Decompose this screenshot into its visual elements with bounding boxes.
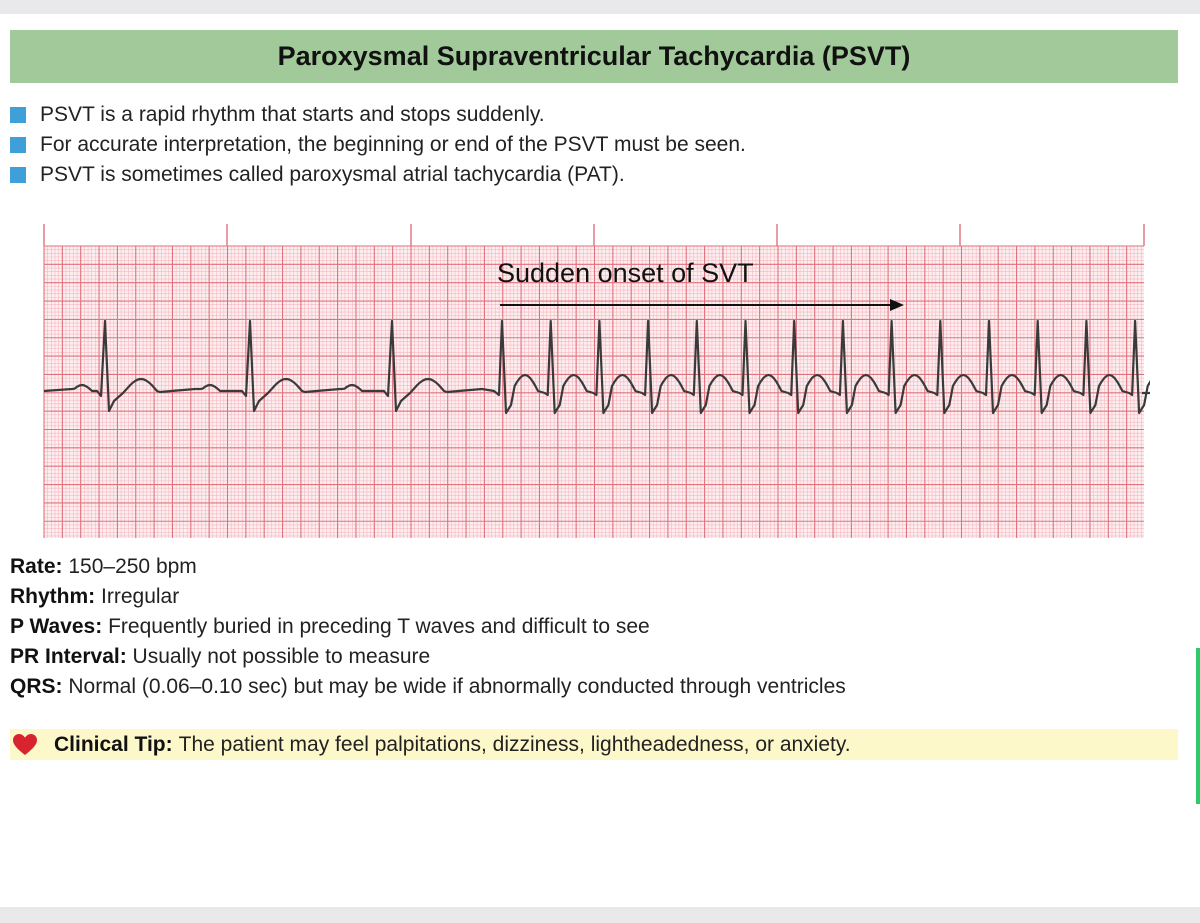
clinical-tip-box [10,729,1178,760]
spec-p-waves [10,612,846,642]
spec-pr-interval [10,642,846,672]
bullet-list [10,100,746,190]
spec-value: Usually not possible to measure [132,645,431,668]
page-title: Paroxysmal Supraventricular Tachycardia (PSVT) [277,41,911,71]
clinical-tip-label: Clinical Tip: [54,732,173,756]
spec-label: Rate: [10,555,63,578]
bullet-text: PSVT is a rapid rhythm that starts and stops suddenly. [40,103,545,126]
ecg-figure [40,208,1150,540]
page-edge-marker [1196,648,1200,804]
spec-value: Normal (0.06–0.10 sec) but may be wide if abnormally conducted through ventricles [68,675,846,698]
rhythm-criteria [10,552,846,702]
spec-label: PR Interval: [10,645,127,668]
square-bullet-icon [10,107,26,123]
sudden-onset-annotation: Sudden onset of SVT [497,258,754,288]
clinical-tip-text: The patient may feel palpitations, dizziness, lightheadedness, or anxiety. [178,732,851,756]
bullet-item [10,160,746,190]
bullet-text: PSVT is sometimes called paroxysmal atrial tachycardia (PAT). [40,163,625,186]
spec-rate [10,552,846,582]
heart-icon [12,733,38,757]
bullet-item [10,100,746,130]
spec-value: Irregular [101,585,180,608]
spec-qrs [10,672,846,702]
bullet-text: For accurate interpretation, the beginning or end of the PSVT must be seen. [40,133,746,156]
spec-value: Frequently buried in preceding T waves and difficult to see [108,615,650,638]
title-banner [10,30,1178,83]
bullet-item [10,130,746,160]
square-bullet-icon [10,137,26,153]
spec-label: Rhythm: [10,585,96,608]
square-bullet-icon [10,167,26,183]
ecg-time-markers [44,224,1144,246]
spec-label: QRS: [10,675,63,698]
spec-label: P Waves: [10,615,103,638]
ecg-strip [40,208,1150,540]
spec-value: 150–250 bpm [68,555,197,578]
spec-rhythm [10,582,846,612]
